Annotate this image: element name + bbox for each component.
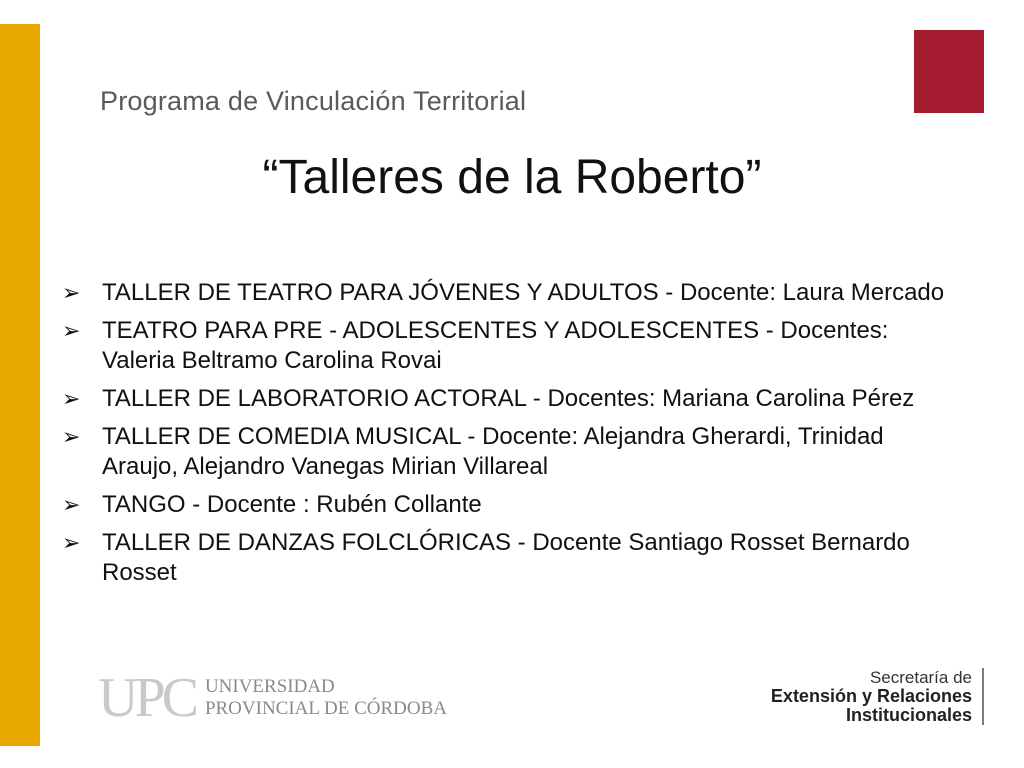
- list-item-text: TEATRO PARA PRE - ADOLESCENTES Y ADOLESCENTES - Docentes: Valeria Beltramo Carolina Rovai: [102, 317, 889, 374]
- university-line-1: UNIVERSIDAD: [204, 676, 335, 697]
- arrow-bullet-icon: ➢: [62, 424, 81, 449]
- secretaria-line-1: Secretaría de: [869, 668, 972, 687]
- list-item-text: TALLER DE LABORATORIO ACTORAL - Docentes: Mariana Carolina Pérez: [102, 385, 915, 412]
- list-item-text: TALLER DE TEATRO PARA JÓVENES Y ADULTOS - Docente: Laura Mercado: [102, 279, 945, 306]
- arrow-bullet-icon: ➢: [62, 318, 81, 343]
- arrow-bullet-icon: ➢: [62, 386, 81, 411]
- arrow-bullet-icon: ➢: [62, 492, 81, 517]
- slide-title: “Talleres de la Roberto”: [262, 151, 762, 204]
- secretaria-line-3: Institucionales: [845, 705, 972, 725]
- upc-logo: [98, 667, 448, 729]
- program-title: Programa de Vinculación Territorial: [100, 86, 527, 116]
- list-item: [62, 528, 962, 588]
- upc-logo-text: [205, 676, 447, 720]
- list-item: [62, 316, 962, 376]
- list-item: [62, 384, 962, 414]
- list-item-text: TANGO - Docente : Rubén Collante: [102, 491, 482, 518]
- list-item: [62, 278, 962, 308]
- list-item-text: TALLER DE COMEDIA MUSICAL - Docente: Alejandra Gherardi, Trinidad Araujo, Alejandro Vanegas Mirian Villareal: [102, 423, 884, 480]
- arrow-bullet-icon: ➢: [62, 530, 81, 555]
- left-accent-bar: [0, 24, 40, 746]
- secretaria-logo: [771, 668, 984, 725]
- upc-logo-mark: UPC: [98, 667, 195, 729]
- corner-accent-square: [914, 30, 984, 113]
- university-line-2: PROVINCIAL DE CÓRDOBA: [204, 698, 448, 719]
- workshop-list: [62, 278, 962, 596]
- list-item-text: TALLER DE DANZAS FOLCLÓRICAS - Docente Santiago Rosset Bernardo Rosset: [102, 529, 910, 586]
- arrow-bullet-icon: ➢: [62, 280, 81, 305]
- list-item: [62, 422, 962, 482]
- list-item: [62, 490, 962, 520]
- secretaria-line-2: Extensión y Relaciones: [770, 686, 972, 706]
